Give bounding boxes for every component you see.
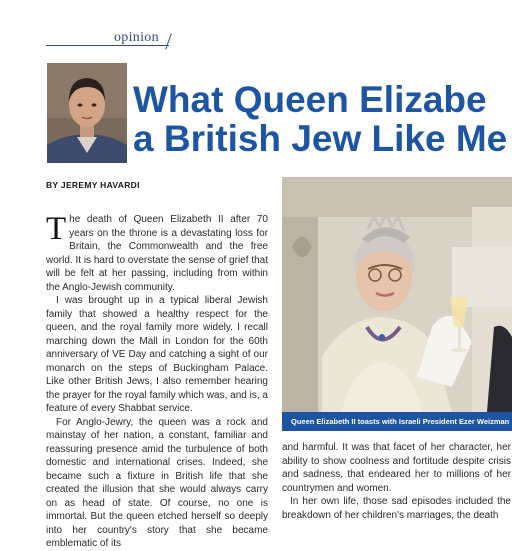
body-column-left — [46, 213, 268, 551]
queen-toast-photo-icon — [282, 177, 512, 412]
article-photo — [282, 177, 512, 412]
photo-caption: Queen Elizabeth II toasts with Israeli President Ezer Weizman — [282, 412, 512, 431]
body-column-right — [282, 441, 512, 522]
body-paragraph-2: I was brought up in a typical liberal Jewish family that showed a healthy respect for the queen, and the royal family more widely. I recall marching down the Mall in London for the 60th anniversary of VE Day and catching a sight of our monarch on the steps of Buckingham Palace. Like other British Jews, I also remember hearing the prayer for the royal family which was, and is, a feature of every Shabbat service. — [46, 295, 268, 414]
byline: BY JEREMY HAVARDI — [46, 180, 140, 190]
body-paragraph-1 — [46, 213, 268, 294]
drop-cap: T — [46, 211, 67, 247]
section-label: opinion — [114, 30, 159, 45]
body-right-paragraph-1: and harmful. It was that facet of her character, her ability to show coolness and fortitude despite crisis and sadness, that endeared her to millions of her countrymen and women. — [282, 442, 511, 494]
author-photo — [47, 63, 127, 163]
section-tag — [46, 30, 181, 48]
headline-line-2: a British Jew Like Me — [133, 118, 508, 158]
author-portrait-icon — [47, 63, 127, 163]
headline — [133, 80, 512, 158]
body-paragraph-1-text: he death of Queen Elizabeth II after 70 years on the throne is a devastating loss for Britain, the Commonwealth and the free world. It is hard to overstate the sense of grief that will be felt at her passing, including from within the Anglo-Jewish community. — [46, 214, 268, 293]
body-right-paragraph-2: In her own life, those sad episodes included the breakdown of her children's marriages, the death — [282, 496, 511, 521]
headline-line-1: What Queen Elizabe — [133, 80, 487, 120]
section-slash — [165, 33, 172, 49]
body-paragraph-3: For Anglo-Jewry, the queen was a rock and mainstay of her nation, a constant, familiar and reassuring presence amid the turbulence of both domestic and international crises. Indeed, she became such a fixture in British life that she created the illusion that she would always carry on as head of state. Of course, no one is immortal. But the queen etched herself so deeply into her country's story that she became emblematic of its — [46, 416, 268, 549]
